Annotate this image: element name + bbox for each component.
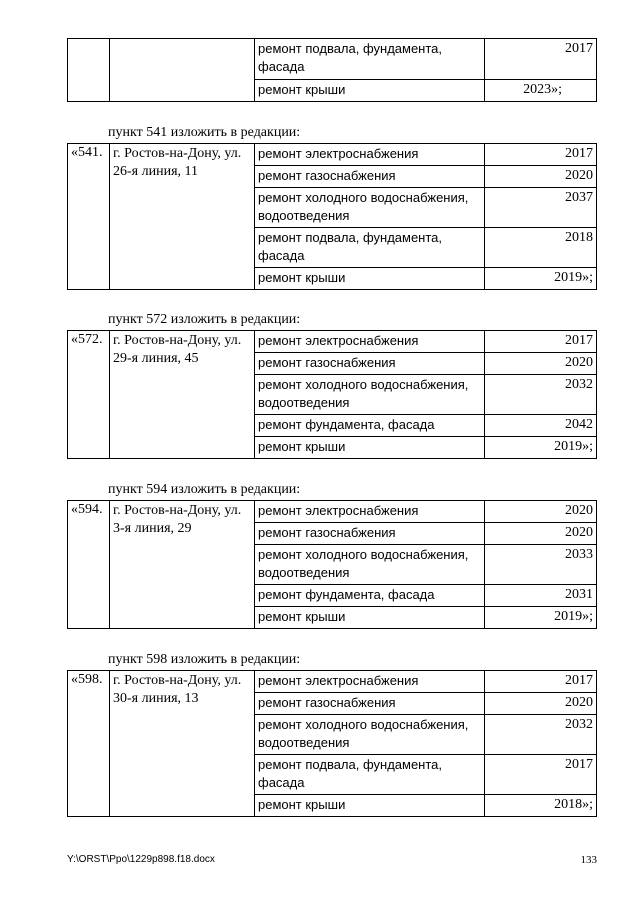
- work-cell: ремонт электроснабжения: [255, 331, 485, 353]
- year-cell: 2037: [485, 188, 597, 228]
- work-cell: ремонт холодного водоснабжения, водоотведения: [255, 375, 485, 415]
- year-cell: 2020: [485, 501, 597, 523]
- year-cell: 2020: [485, 353, 597, 375]
- table-row: [68, 501, 597, 523]
- work-cell: ремонт крыши: [255, 795, 485, 817]
- work-cell: ремонт подвала, фундамента, фасада: [255, 228, 485, 268]
- year-cell: 2042: [485, 415, 597, 437]
- year-cell: 2019»;: [485, 268, 597, 290]
- work-cell: ремонт подвала, фундамента, фасада: [255, 39, 485, 80]
- work-cell: ремонт фундамента, фасада: [255, 585, 485, 607]
- work-cell: ремонт электроснабжения: [255, 671, 485, 693]
- address-cell: г. Ростов-на-Дону, ул. 26-я линия, 11: [110, 144, 255, 290]
- work-cell: ремонт подвала, фундамента, фасада: [255, 755, 485, 795]
- year-cell: 2019»;: [485, 437, 597, 459]
- section-header: пункт 598 изложить в редакции:: [108, 652, 301, 667]
- page-number: 133: [580, 854, 597, 866]
- year-cell: 2020: [485, 693, 597, 715]
- work-cell: ремонт электроснабжения: [255, 144, 485, 166]
- year-cell: 2017: [485, 331, 597, 353]
- year-cell: 2020: [485, 523, 597, 545]
- address-cell: г. Ростов-на-Дону, ул. 29-я линия, 45: [110, 331, 255, 459]
- work-cell: ремонт крыши: [255, 607, 485, 629]
- section-header: пункт 541 изложить в редакции:: [108, 125, 301, 140]
- year-cell: 2032: [485, 375, 597, 415]
- work-cell: ремонт холодного водоснабжения, водоотведения: [255, 545, 485, 585]
- year-cell: 2020: [485, 166, 597, 188]
- year-cell: 2032: [485, 715, 597, 755]
- item-number: «598.: [68, 671, 110, 817]
- table-row: [68, 671, 597, 693]
- section-table: [67, 670, 597, 817]
- work-cell: ремонт крыши: [255, 268, 485, 290]
- item-number: «541.: [68, 144, 110, 290]
- year-cell: 2017: [485, 755, 597, 795]
- work-cell: ремонт холодного водоснабжения, водоотведения: [255, 188, 485, 228]
- work-cell: ремонт крыши: [255, 437, 485, 459]
- year-cell: 2017: [485, 144, 597, 166]
- year-cell: 2033: [485, 545, 597, 585]
- year-cell: 2018»;: [485, 795, 597, 817]
- work-cell: ремонт газоснабжения: [255, 693, 485, 715]
- work-cell: ремонт крыши: [255, 80, 485, 102]
- address-cell: г. Ростов-на-Дону, ул. 30-я линия, 13: [110, 671, 255, 817]
- table-row: [68, 39, 597, 80]
- table-row: [68, 144, 597, 166]
- table-row: [68, 331, 597, 353]
- section-table: [67, 143, 597, 290]
- section-header: пункт 572 изложить в редакции:: [108, 312, 301, 327]
- num-cell: [68, 39, 110, 102]
- work-cell: ремонт газоснабжения: [255, 353, 485, 375]
- work-cell: ремонт газоснабжения: [255, 523, 485, 545]
- continuation-table: [67, 38, 597, 102]
- year-cell: 2018: [485, 228, 597, 268]
- address-cell: г. Ростов-на-Дону, ул. 3-я линия, 29: [110, 501, 255, 629]
- year-cell: 2019»;: [485, 607, 597, 629]
- year-cell: 2017: [485, 39, 597, 80]
- address-cell: [110, 39, 255, 102]
- section-table: [67, 500, 597, 629]
- work-cell: ремонт газоснабжения: [255, 166, 485, 188]
- work-cell: ремонт фундамента, фасада: [255, 415, 485, 437]
- year-cell: 2031: [485, 585, 597, 607]
- work-cell: ремонт холодного водоснабжения, водоотведения: [255, 715, 485, 755]
- work-cell: ремонт электроснабжения: [255, 501, 485, 523]
- footer-file-path: Y:\ORST\Ppo\1229p898.f18.docx: [67, 854, 215, 865]
- section-header: пункт 594 изложить в редакции:: [108, 482, 301, 497]
- item-number: «594.: [68, 501, 110, 629]
- year-cell: 2023»;: [485, 80, 597, 102]
- section-table: [67, 330, 597, 459]
- item-number: «572.: [68, 331, 110, 459]
- year-cell: 2017: [485, 671, 597, 693]
